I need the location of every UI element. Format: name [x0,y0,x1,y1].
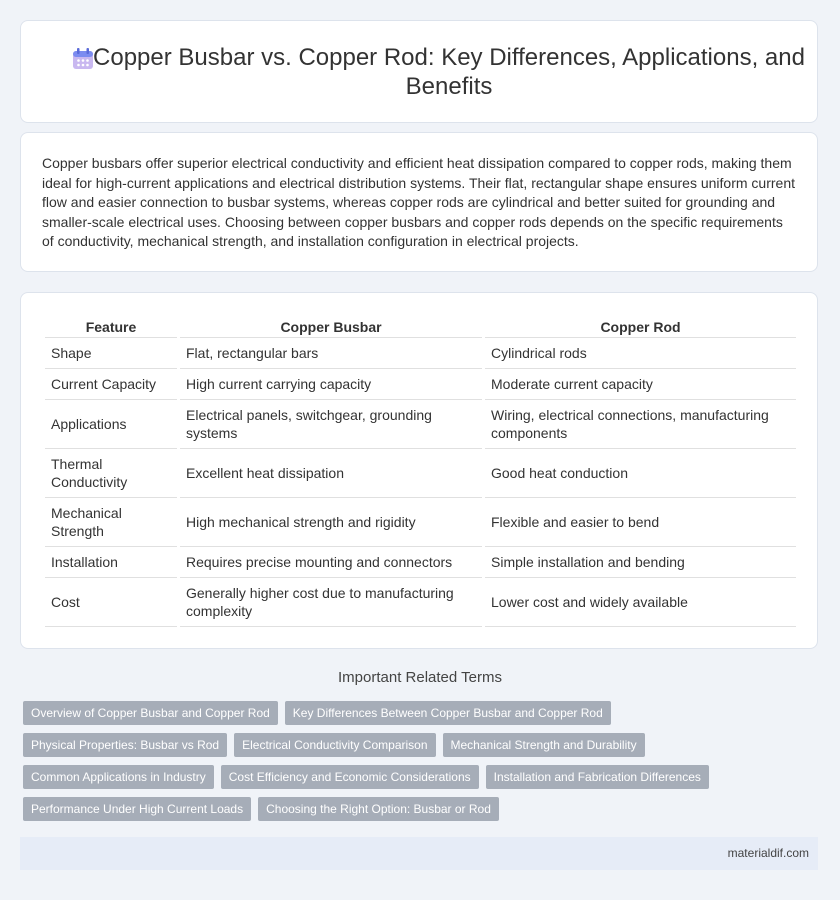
comparison-table [42,315,799,627]
table-row [45,338,796,369]
related-term-tag[interactable]: Choosing the Right Option: Busbar or Rod [258,797,499,821]
table-cell-busbar: Excellent heat dissipation [180,449,482,498]
table-cell-feature: Installation [45,547,177,578]
table-cell-busbar: High current carrying capacity [180,369,482,400]
table-cell-feature: Thermal Conductivity [45,449,177,498]
table-cell-busbar: Requires precise mounting and connectors [180,547,482,578]
table-row [45,578,796,627]
footer [20,837,818,870]
table-header-row [45,315,796,338]
related-term-tag[interactable]: Electrical Conductivity Comparison [234,733,435,757]
column-header-feature: Feature [45,315,177,338]
related-term-tag[interactable]: Installation and Fabrication Differences [486,765,709,789]
table-cell-feature: Mechanical Strength [45,498,177,547]
table-cell-busbar: High mechanical strength and rigidity [180,498,482,547]
page-title: Copper Busbar vs. Copper Rod: Key Differences, Applications, and Benefits [93,44,805,100]
related-term-tag[interactable]: Cost Efficiency and Economic Considerations [221,765,479,789]
table-cell-rod: Lower cost and widely available [485,578,796,627]
table-row [45,449,796,498]
table-cell-rod: Simple installation and bending [485,547,796,578]
related-term-tag[interactable]: Performance Under High Current Loads [23,797,251,821]
table-cell-busbar: Flat, rectangular bars [180,338,482,369]
comparison-table-card [20,292,818,649]
table-row [45,369,796,400]
related-term-tag[interactable]: Overview of Copper Busbar and Copper Rod [23,701,278,725]
table-cell-rod: Flexible and easier to bend [485,498,796,547]
related-terms-tags [23,701,818,821]
related-term-tag[interactable]: Common Applications in Industry [23,765,214,789]
related-terms-title: Important Related Terms [338,669,502,686]
table-cell-rod: Good heat conduction [485,449,796,498]
table-cell-busbar: Electrical panels, switchgear, grounding systems [180,400,482,449]
table-cell-rod: Moderate current capacity [485,369,796,400]
footer-site-link[interactable]: materialdif.com [727,846,809,860]
table-cell-feature: Current Capacity [45,369,177,400]
intro-text: Copper busbars offer superior electrical conductivity and efficient heat dissipation compared to copper rods, making them ideal for high-current applications and electrical distribution systems. Their flat, rectangular shape ensures uniform current flow and easier connection to busbar systems, whereas copper rods are cylindrical and better suited for grounding and smaller-scale electrical uses. Choosing between copper busbars and copper rods depends on the specific requirements of conductivity, mechanical strength, and installation configuration in electrical projects. [42,155,795,250]
table-row [45,498,796,547]
table-row [45,400,796,449]
table-row [45,547,796,578]
column-header-copper-busbar: Copper Busbar [180,315,482,338]
related-term-tag[interactable]: Mechanical Strength and Durability [443,733,645,757]
table-cell-rod: Wiring, electrical connections, manufacturing components [485,400,796,449]
header-card [20,20,818,123]
table-cell-feature: Applications [45,400,177,449]
table-cell-feature: Shape [45,338,177,369]
related-term-tag[interactable]: Key Differences Between Copper Busbar and Copper Rod [285,701,611,725]
table-cell-rod: Cylindrical rods [485,338,796,369]
table-cell-busbar: Generally higher cost due to manufacturing complexity [180,578,482,627]
related-term-tag[interactable]: Physical Properties: Busbar vs Rod [23,733,227,757]
intro-card [20,132,818,272]
column-header-copper-rod: Copper Rod [485,315,796,338]
table-cell-feature: Cost [45,578,177,627]
